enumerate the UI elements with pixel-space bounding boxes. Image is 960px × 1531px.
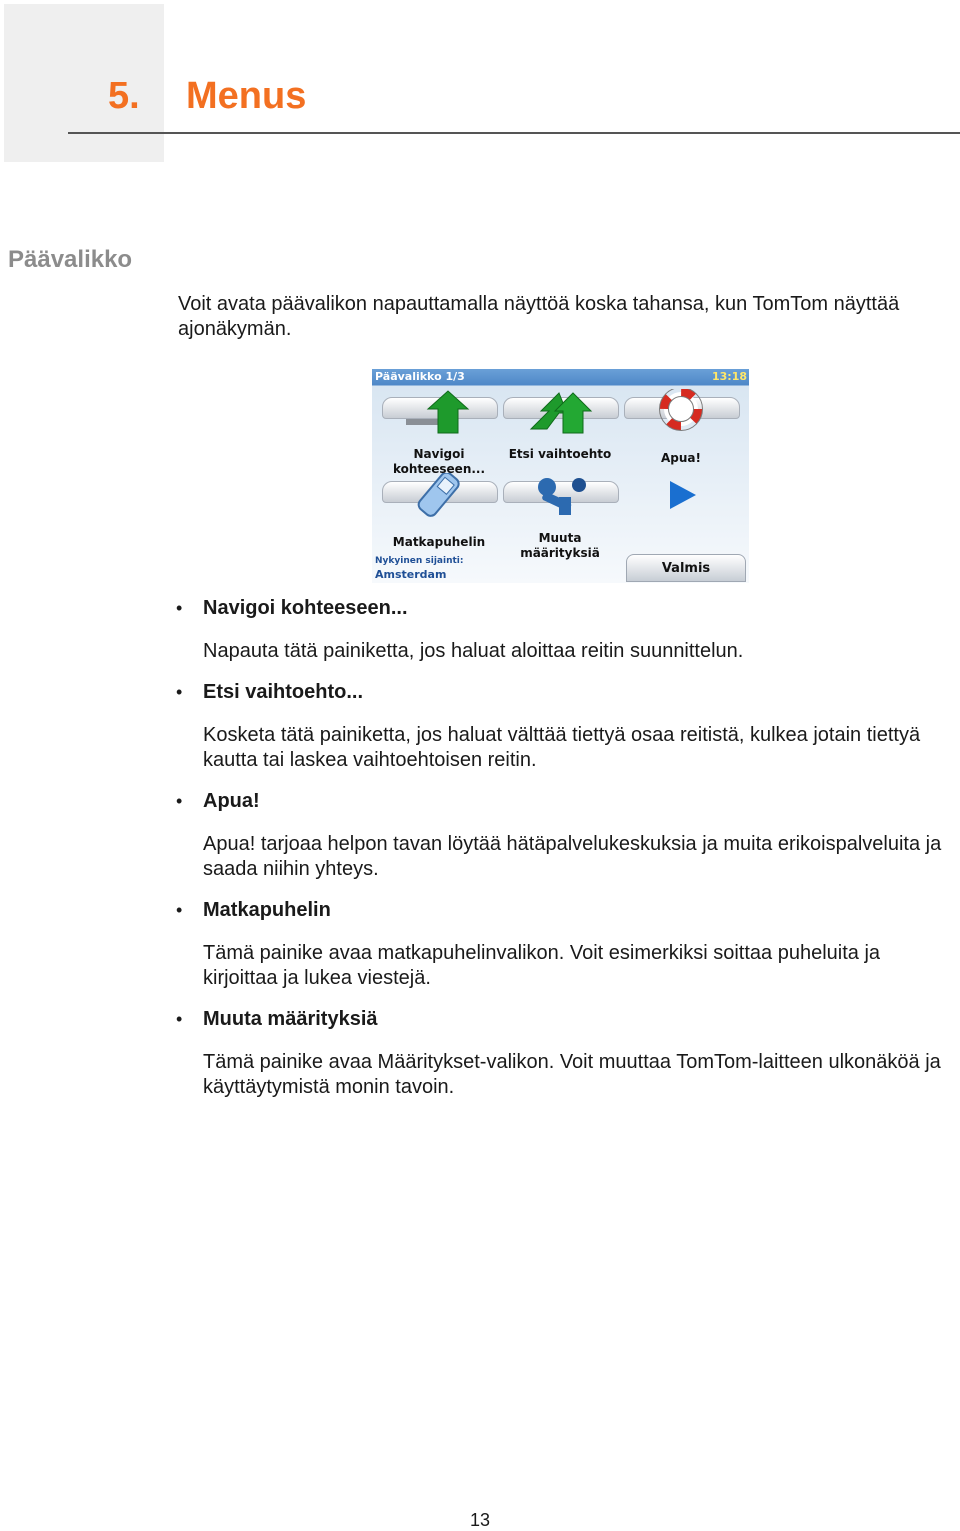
screen-clock: 13:18	[711, 370, 747, 383]
item-title: Apua!	[203, 790, 260, 812]
bullet-icon: •	[176, 900, 183, 920]
item-title: Etsi vaihtoehto...	[203, 681, 364, 703]
menu-tile-phone[interactable]	[380, 473, 498, 557]
bullet-icon: •	[176, 598, 183, 618]
section-title: Päävalikko	[8, 246, 133, 273]
chapter-title: Menus	[186, 75, 307, 117]
navigate-arrow-icon	[380, 389, 498, 435]
menu-tile-alternative[interactable]	[501, 389, 619, 473]
page-number: 13	[469, 1510, 491, 1530]
item-description: Apua! tarjoaa helpon tavan löytää hätäpalvelukeskuksia ja muita erikoispalveluita ja saada niihin yhteys.	[203, 833, 942, 880]
item-description: Napauta tätä painiketta, jos haluat aloittaa reitin suunnittelun.	[203, 640, 744, 662]
menu-tile-settings[interactable]	[501, 473, 619, 560]
next-arrow-icon	[622, 473, 740, 519]
mobile-phone-icon	[380, 473, 498, 519]
list-item	[176, 596, 956, 664]
settings-wrench-icon	[501, 473, 619, 519]
chapter-marker-box	[4, 4, 164, 162]
tile-label: Navigoi kohteeseen...	[392, 447, 486, 476]
item-description: Tämä painike avaa Määritykset-valikon. Voit muuttaa TomTom-laitteen ulkonäköä ja käyttäytymistä monin tavoin.	[203, 1051, 941, 1098]
tile-label: Apua!	[661, 451, 701, 465]
bullet-icon: •	[176, 791, 183, 811]
list-item	[176, 680, 956, 773]
chapter-number: 5.	[108, 75, 140, 117]
tile-label: Muuta määrityksiä	[520, 531, 600, 560]
bullet-icon: •	[176, 682, 183, 702]
intro-paragraph: Voit avata päävalikon napauttamalla näyttöä koska tahansa, kun TomTom näyttää ajonäkymän.	[178, 293, 900, 340]
tile-label: Matkapuhelin	[392, 535, 486, 549]
title-divider	[68, 132, 960, 134]
item-title: Muuta määrityksiä	[203, 1008, 378, 1030]
menu-item-list	[176, 596, 956, 1116]
bullet-icon: •	[176, 1009, 183, 1029]
next-page-button[interactable]	[622, 473, 740, 557]
screen-title: Päävalikko 1/3	[375, 370, 465, 383]
done-button[interactable]: Valmis	[626, 554, 746, 582]
item-title: Matkapuhelin	[203, 899, 331, 921]
list-item	[176, 789, 956, 882]
main-menu-screenshot	[372, 369, 749, 583]
lifebuoy-icon	[622, 389, 740, 435]
current-location-label: Nykyinen sijainti:	[375, 556, 464, 566]
menu-tile-help[interactable]	[622, 389, 740, 473]
item-description: Tämä painike avaa matkapuhelinvalikon. Voit esimerkiksi soittaa puheluita ja kirjoittaa ja lukea viestejä.	[203, 942, 881, 989]
current-location-value: Amsterdam	[375, 568, 447, 581]
menu-tile-navigate[interactable]	[380, 389, 498, 476]
tile-label: Etsi vaihtoehto	[508, 447, 612, 461]
alternative-route-icon	[501, 389, 619, 435]
item-title: Navigoi kohteeseen...	[203, 597, 408, 619]
list-item	[176, 898, 956, 991]
list-item	[176, 1007, 956, 1100]
item-description: Kosketa tätä painiketta, jos haluat välttää tiettyä osaa reitistä, kulkea jotain tiettyä kautta tai laskea vaihtoehtoisen reitin.	[203, 724, 921, 771]
